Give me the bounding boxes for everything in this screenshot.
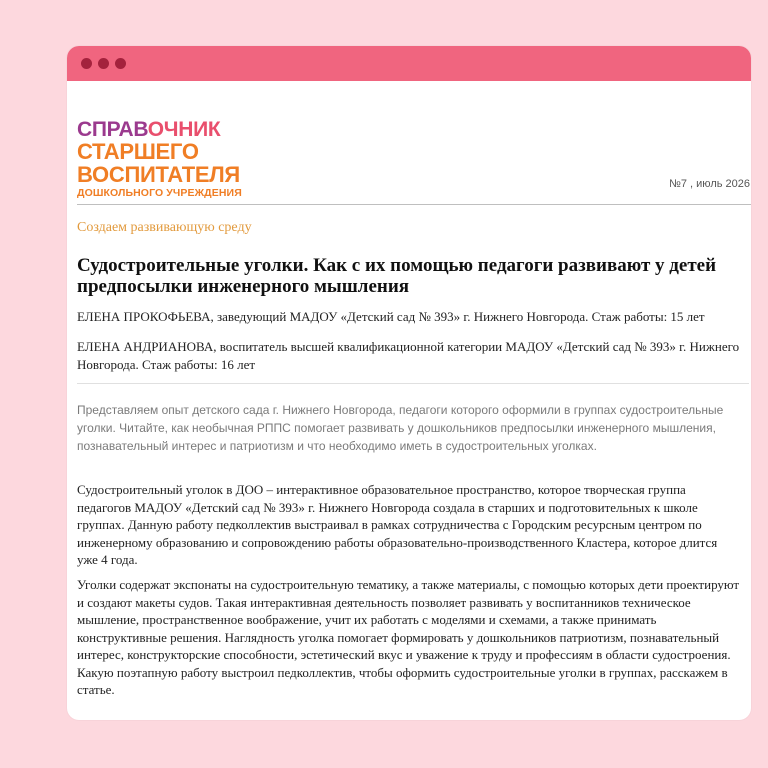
logo-line-1-part-1: СПРАВ	[77, 118, 148, 141]
close-dot-icon[interactable]	[81, 58, 92, 69]
article-title: Судостроительные уголки. Как с их помощью педагоги развивают у детей предпосылки инженерного мышления	[77, 255, 717, 297]
logo-line-1	[77, 119, 242, 140]
logo-line-3: ВОСПИТАТЕЛЯ	[77, 162, 240, 187]
authors-divider	[77, 383, 749, 384]
issue-info: №7 , июль 2026	[669, 178, 750, 190]
logo-line-4: ДОШКОЛЬНОГО УЧРЕЖДЕНИЯ	[77, 187, 242, 199]
section-link[interactable]: Создаем развивающую среду	[77, 220, 252, 235]
article-lead: Представляем опыт детского сада г. Нижнего Новгорода, педагоги которого оформили в группах судостроительные уголки. Читайте, как необычная РППС помогает развивать у дошкольников предпосылки инженерного мышления, познавательный интерес и патриотизм и что необходимо иметь в судостроительных уголках.	[77, 403, 724, 453]
magazine-logo[interactable]	[77, 119, 242, 199]
window-titlebar	[67, 46, 751, 81]
article-paragraph-1: Судостроительный уголок в ДОО – интерактивное образовательное пространство, которое творческая группа педагогов МАДОУ «Детский сад № 393» г. Нижнего Новгорода создала в старших и подготовительных к школе группах. Данную работу педколлектив выстраивал в рамках сотрудничества с Городским ресурсным центром по инженерному образованию и сопровождению работы образовательно-производственного Кластера, которое длится уже 4 года.	[77, 482, 718, 567]
minimize-dot-icon[interactable]	[98, 58, 109, 69]
header-divider	[77, 204, 751, 205]
logo-line-1-part-2: ОЧНИК	[147, 118, 221, 141]
logo-line-2: СТАРШЕГО	[77, 139, 199, 164]
article-paragraph-2: Уголки содержат экспонаты на судостроительную тематику, а также материалы, с помощью которых дети проектируют и создают макеты судов. Такая интерактивная деятельность позволяет развивать у воспитанников техническое мышление, пространственное воображение, учит их работать с моделями и схемами, а также принимать конструктивные решения. Наглядность уголка помогает формировать у дошкольников патриотизм, познавательный интерес, конструкторские способности, эстетический вкус и уважение к труду и профессиям в области судостроения. Какую поэтапную работу выстроил педколлектив, чтобы оформить судостроительные уголки в группах, расскажем в статье.	[77, 577, 740, 697]
author-1: ЕЛЕНА ПРОКОФЬЕВА, заведующий МАДОУ «Детский сад № 393» г. Нижнего Новгорода. Стаж работы: 15 лет	[77, 309, 705, 324]
maximize-dot-icon[interactable]	[115, 58, 126, 69]
author-2: ЕЛЕНА АНДРИАНОВА, воспитатель высшей квалификационной категории МАДОУ «Детский сад № 393» г. Нижнего Новгорода. Стаж работы: 16 лет	[77, 339, 740, 372]
